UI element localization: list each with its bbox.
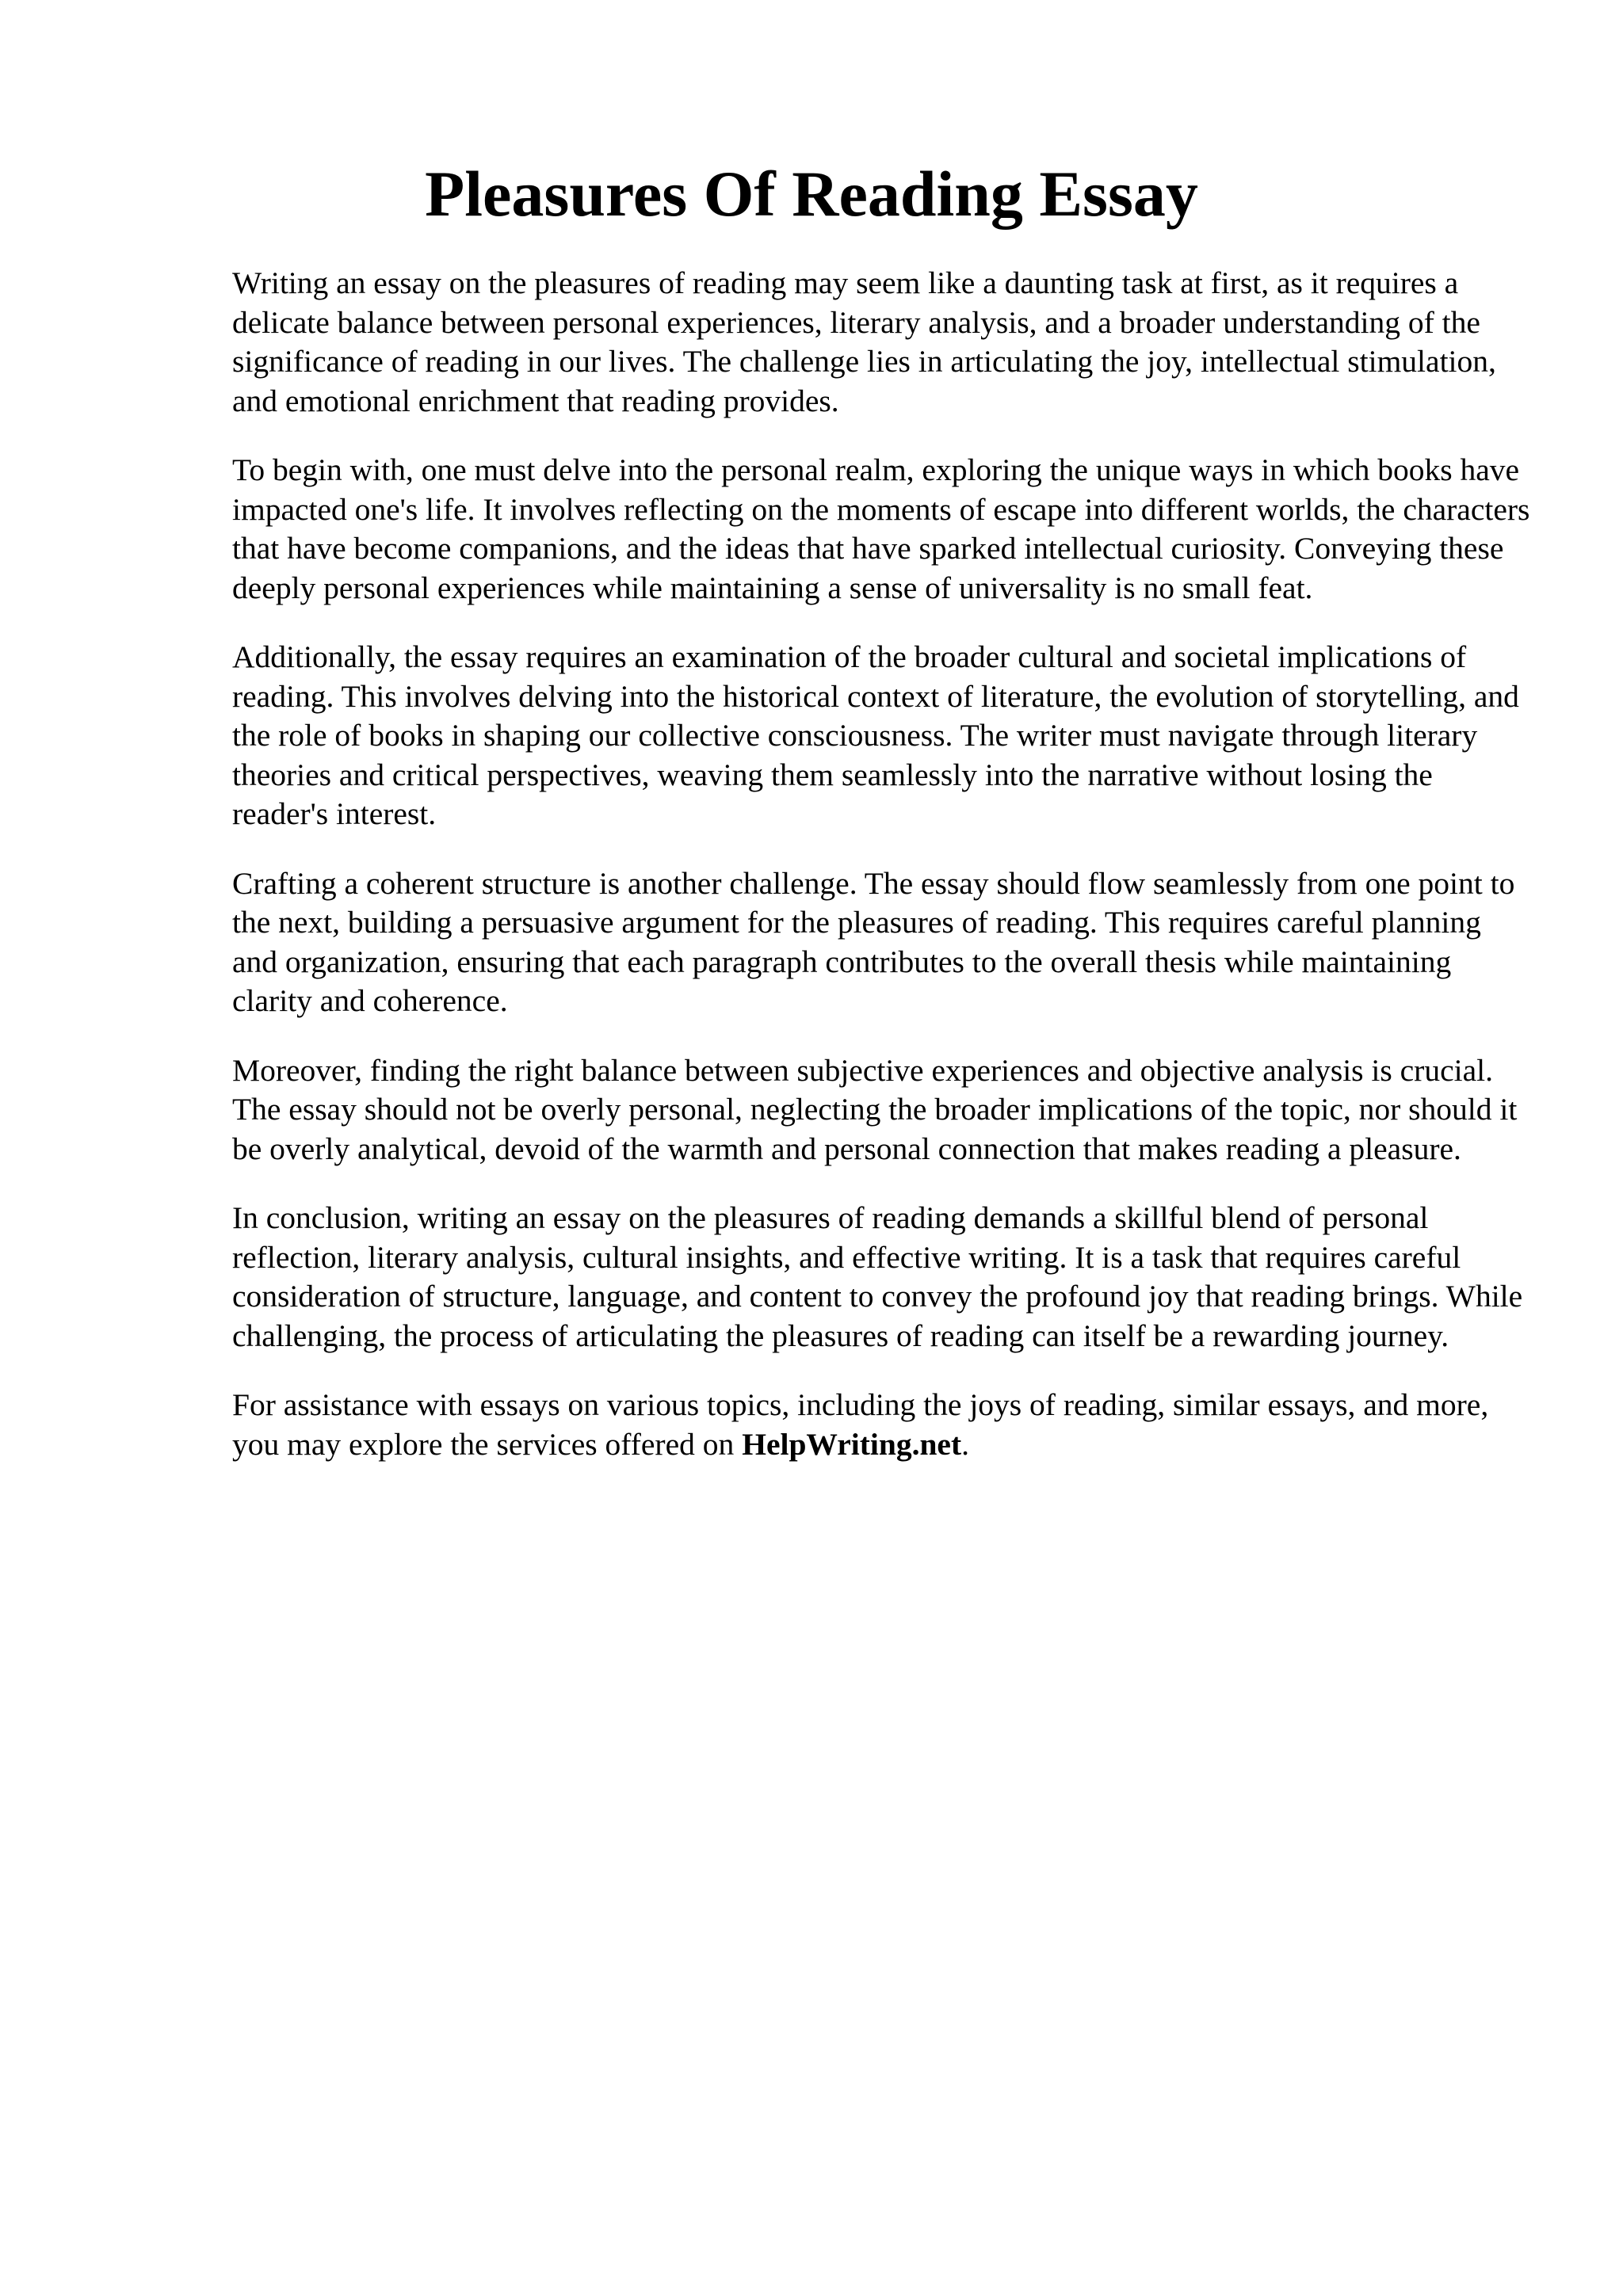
closing-period: . bbox=[961, 1426, 969, 1462]
brand-link[interactable]: HelpWriting.net bbox=[742, 1426, 962, 1462]
paragraph-5: Moreover, finding the right balance between subjective experiences and objective analysis is crucial. The essay should not be overly personal, neglecting the broader implications of the topic, nor should it be overly analytical, devoid of the warmth and personal connection that makes reading a pleasure. bbox=[232, 1052, 1518, 1166]
paragraph-1: Writing an essay on the pleasures of reading may seem like a daunting task at first, as it requires a delicate balance between personal experiences, literary analysis, and a broader understanding of the significance of reading in our lives. The challenge lies in articulating the joy, intellectual stimulation, and emotional enrichment that reading provides. bbox=[232, 265, 1496, 418]
essay-body bbox=[232, 264, 1532, 1494]
paragraph-4: Crafting a coherent structure is another challenge. The essay should flow seamlessly from one point to the next, building a persuasive argument for the pleasures of reading. This requires careful planning and organization, ensuring that each paragraph contributes to the overall thesis while maintaining clarity and coherence. bbox=[232, 865, 1515, 1018]
paragraph-3: Additionally, the essay requires an examination of the broader cultural and societal implications of reading. This involves delving into the historical context of literature, the evolution of storytelling, and the role of books in shaping our collective consciousness. The writer must navigate through literary theories and critical perspectives, weaving them seamlessly into the narrative without losing the reader's interest. bbox=[232, 639, 1519, 831]
paragraph-6: In conclusion, writing an essay on the pleasures of reading demands a skillful blend of personal reflection, literary analysis, cultural insights, and effective writing. It is a task that requires careful consideration of structure, language, and content to convey the profound joy that reading brings. While challenging, the process of articulating the pleasures of reading can itself be a rewarding journey. bbox=[232, 1200, 1523, 1353]
closing-paragraph bbox=[232, 1386, 1532, 1464]
closing-text: For assistance with essays on various topics, including the joys of reading, similar essays, and more, you may explore the services offered on bbox=[232, 1387, 1489, 1462]
page-title: Pleasures Of Reading Essay bbox=[425, 158, 1198, 230]
paragraph-2: To begin with, one must delve into the personal realm, exploring the unique ways in which books have impacted one's life. It involves reflecting on the moments of escape into different worlds, the characters that have become companions, and the ideas that have sparked intellectual curiosity. Conveying these deeply personal experiences while maintaining a sense of universality is no small feat. bbox=[232, 452, 1530, 605]
